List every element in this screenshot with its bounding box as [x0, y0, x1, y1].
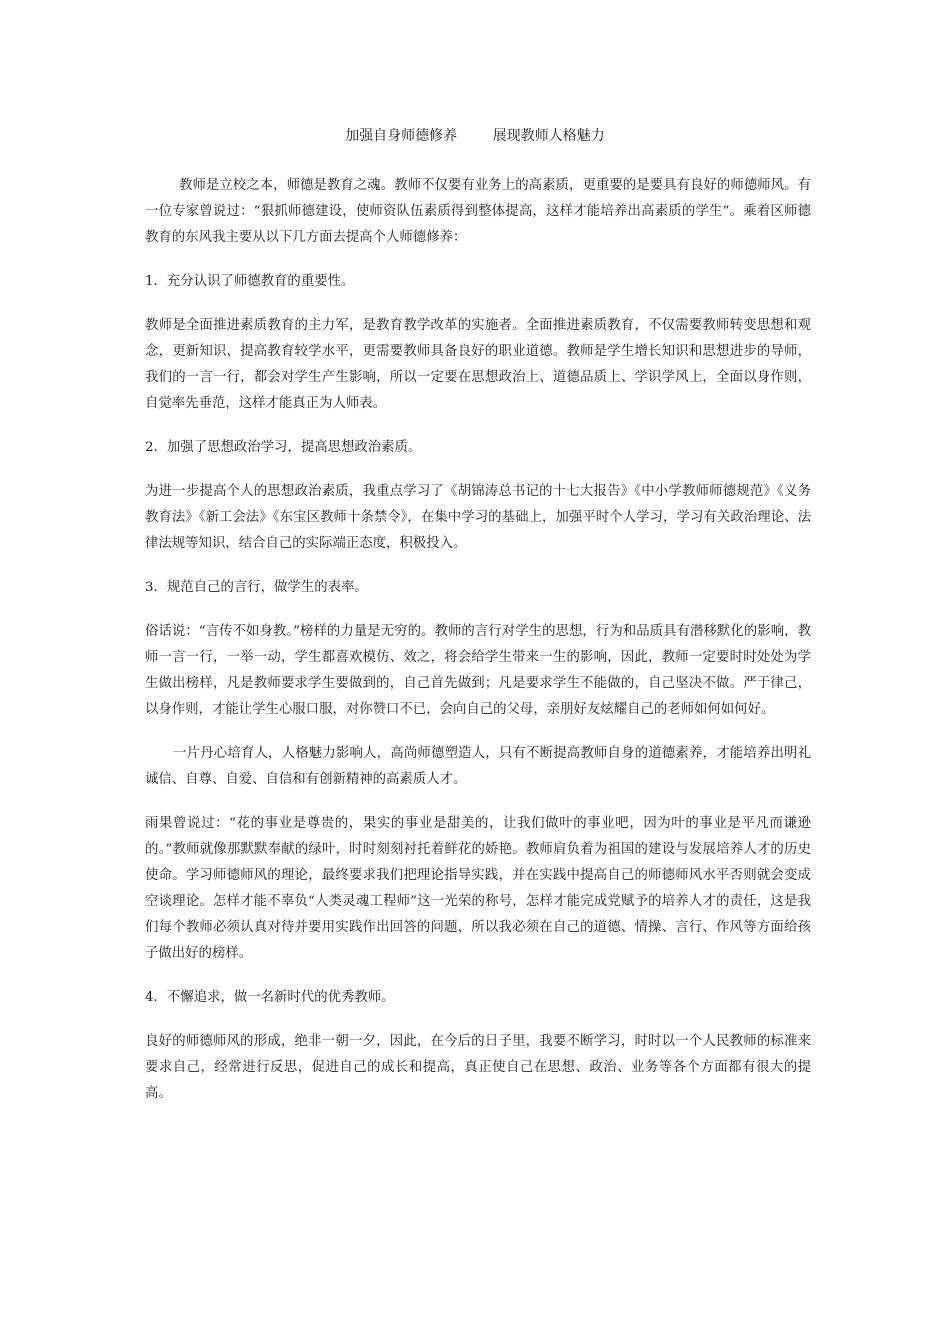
paragraph-intro: 教师是立校之本，师德是教育之魂。教师不仅要有业务上的高素质，更重要的是要具有良好的师德师风。有一位专家曾说过：“狠抓师德建设，使师资队伍素质得到整体提高，这样才能培养出高素质的学生”。乘着区师德教育的东风我主要从以下几方面去提高个人师德修养： — [145, 178, 811, 245]
paragraph-section-4: 良好的师德师风的形成，绝非一朝一夕，因此，在今后的日子里，我要不断学习，时时以一个人民教师的标准来要求自己，经常进行反思，促进自己的成长和提高，真正使自己在思想、政治、业务等各个方面都有很大的提高。 — [145, 1034, 811, 1101]
document-body — [145, 173, 811, 1125]
section-heading-2: 2．加强了思想政治学习，提高思想政治素质。 — [145, 440, 422, 455]
section-heading-3: 3．规范自己的言行，做学生的表率。 — [145, 580, 368, 595]
paragraph-section-3b: 一片丹心培育人，人格魅力影响人，高尚师德塑造人，只有不断提高教师自身的道德素养，才能培养出明礼诚信、自尊、自爱、自信和有创新精神的高素质人才。 — [145, 746, 811, 787]
document-title: 加强自身师德修养 展现教师人格魅力 — [345, 128, 605, 144]
section-heading-4: 4．不懈追求，做一名新时代的优秀教师。 — [145, 990, 395, 1005]
paragraph-section-3a: 俗话说：“言传不如身教。”榜样的力量是无穷的。教师的言行对学生的思想，行为和品质具有潜移默化的影响，教师一言一行，一举一动，学生都喜欢模仿、效之，将会给学生带来一生的影响，因此，教师一定要时时处处为学生做出榜样，凡是教师要求学生要做到的，自己首先做到；凡是要求学生不能做的，自己坚决不做。严于律己，以身作则，才能让学生心服口服，对你赞口不已，会向自己的父母，亲朋好友炫耀自己的老师如何如何好。 — [145, 624, 811, 717]
paragraph-section-2: 为进一步提高个人的思想政治素质，我重点学习了《胡锦涛总书记的十七大报告》《中小学教师师德规范》《义务教育法》《新工会法》《东宝区教师十条禁令》，在集中学习的基础上，加强平时个人学习，学习有关政治理论、法律法规等知识，结合自己的实际端正态度，积极投入。 — [145, 484, 811, 551]
paragraph-section-3c: 雨果曾说过：“花的事业是尊贵的，果实的事业是甜美的，让我们做叶的事业吧，因为叶的事业是平凡而谦逊的。”教师就像那默默奉献的绿叶，时时刻刻衬托着鲜花的娇艳。教师肩负着为祖国的建设与发展培养人才的历史使命。学习师德师风的理论，最终要求我们把理论指导实践，并在实践中提高自己的师德师风水平否则就会变成空谈理论。怎样才能不辜负“人类灵魂工程师”这一光荣的称号，怎样才能完成党赋予的培养人才的责任，这是我们每个教师必须认真对待并要用实践作出回答的问题，所以我必须在自己的道德、情操、言行、作风等方面给孩子做出好的榜样。 — [145, 816, 811, 961]
paragraph-section-1: 教师是全面推进素质教育的主力军，是教育教学改革的实施者。全面推进素质教育，不仅需要教师转变思想和观念，更新知识，提高教育较学水平，更需要教师具备良好的职业道德。教师是学生增长知识和思想进步的导师，我们的一言一行，都会对学生产生影响，所以一定要在思想政治上、道德品质上、学识学风上，全面以身作则，自觉率先垂范，这样才能真正为人师表。 — [145, 318, 811, 411]
section-heading-1: 1．充分认识了师德教育的重要性。 — [145, 274, 355, 289]
